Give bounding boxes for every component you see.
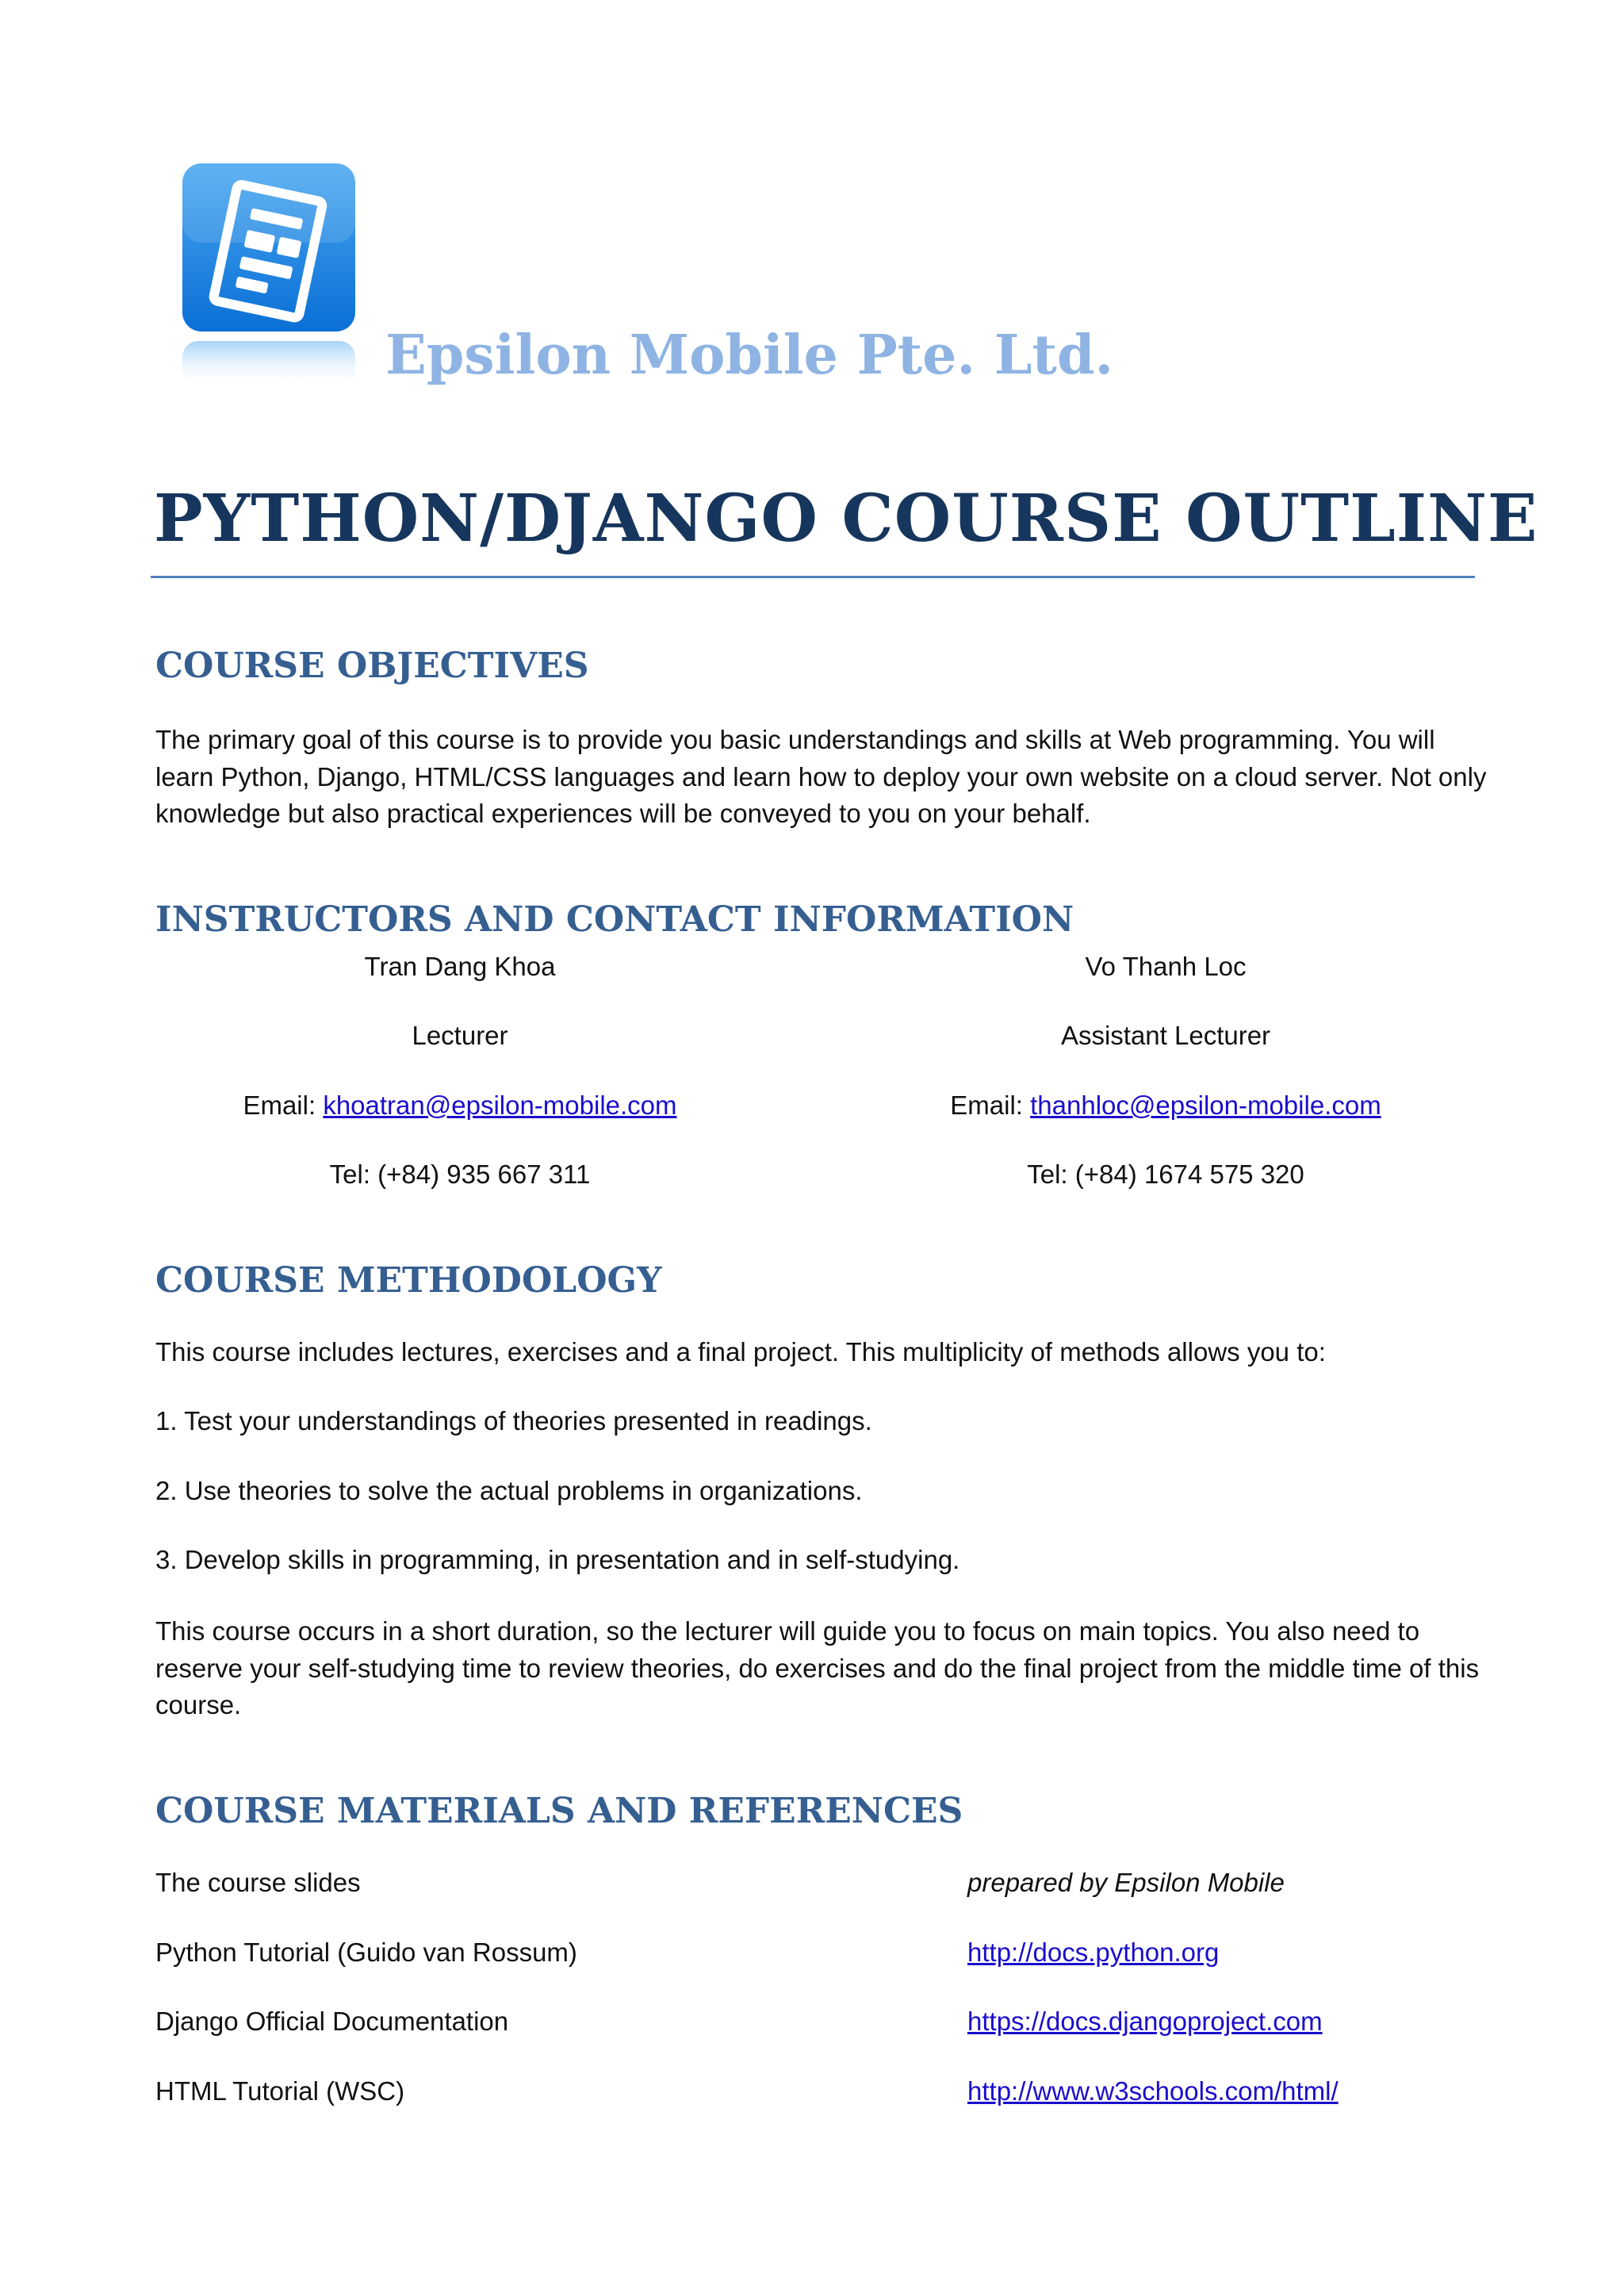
material-name: HTML Tutorial (WSC): [155, 2076, 405, 2106]
instructor-name: Tran Dang Khoa: [364, 952, 556, 981]
objectives-text: The primary goal of this course is to provide you basic understandings and skills at Web programming. You will learn Python, Django, HTML/CSS languages and learn how to deploy your own website on a cloud server. Not only knowledge but also practical experiences will be conveyed to you on your behalf.: [155, 725, 1487, 828]
company-logo: [181, 162, 358, 392]
methodology-intro: This course includes lectures, exercises and a final project. This multiplicity of methods allows you to:: [155, 1337, 1326, 1366]
instructor-tel: Tel: (+84) 1674 575 320: [1027, 1159, 1304, 1189]
instructors-heading: INSTRUCTORS AND CONTACT INFORMATION: [155, 899, 1074, 940]
methodology-outro: This course occurs in a short duration, so the lecturer will guide you to focus on main topics. You also need to reserve your self-studying time to review theories, do exercises and do the final project from the middle time of this course.: [155, 1616, 1480, 1719]
instructor-email-link[interactable]: khoatran@epsilon-mobile.com: [323, 1091, 677, 1120]
objectives-heading: COURSE OBJECTIVES: [155, 646, 589, 686]
methodology-item: 3. Develop skills in programming, in presentation and in self-studying.: [155, 1545, 960, 1574]
methodology-heading: COURSE METHODOLOGY: [155, 1260, 662, 1301]
materials-heading: COURSE MATERIALS AND REFERENCES: [155, 1791, 963, 1831]
logo-icon: [181, 162, 358, 392]
material-link[interactable]: https://docs.djangoproject.com: [967, 2007, 1323, 2036]
email-label: Email:: [243, 1091, 316, 1120]
methodology-item: 2. Use theories to solve the actual problems in organizations.: [155, 1476, 863, 1505]
methodology-item: 1. Test your understandings of theories presented in readings.: [155, 1406, 872, 1435]
instructor-role: Assistant Lecturer: [1060, 1021, 1271, 1050]
instructor-email-line: [143, 1091, 777, 1121]
email-label: Email:: [950, 1091, 1023, 1120]
material-name: Django Official Documentation: [155, 2007, 509, 2036]
material-link[interactable]: http://www.w3schools.com/html/: [967, 2076, 1339, 2106]
page-title: PYTHON/DJANGO COURSE OUTLINE: [154, 481, 1538, 557]
material-name: Python Tutorial (Guido van Rossum): [155, 1938, 577, 1967]
material-name: The course slides: [155, 1868, 361, 1897]
instructor-email-link[interactable]: thanhloc@epsilon-mobile.com: [1030, 1091, 1381, 1120]
material-ref: prepared by Epsilon Mobile: [967, 1868, 1285, 1897]
title-underline: [151, 576, 1475, 578]
instructor-role: Lecturer: [412, 1021, 508, 1050]
instructor-tel: Tel: (+84) 935 667 311: [329, 1159, 591, 1189]
instructor-name: Vo Thanh Loc: [1085, 952, 1247, 981]
company-name: Epsilon Mobile Pte. Ltd.: [385, 324, 1114, 387]
instructor-email-line: [848, 1091, 1483, 1121]
material-link[interactable]: http://docs.python.org: [967, 1938, 1220, 1967]
